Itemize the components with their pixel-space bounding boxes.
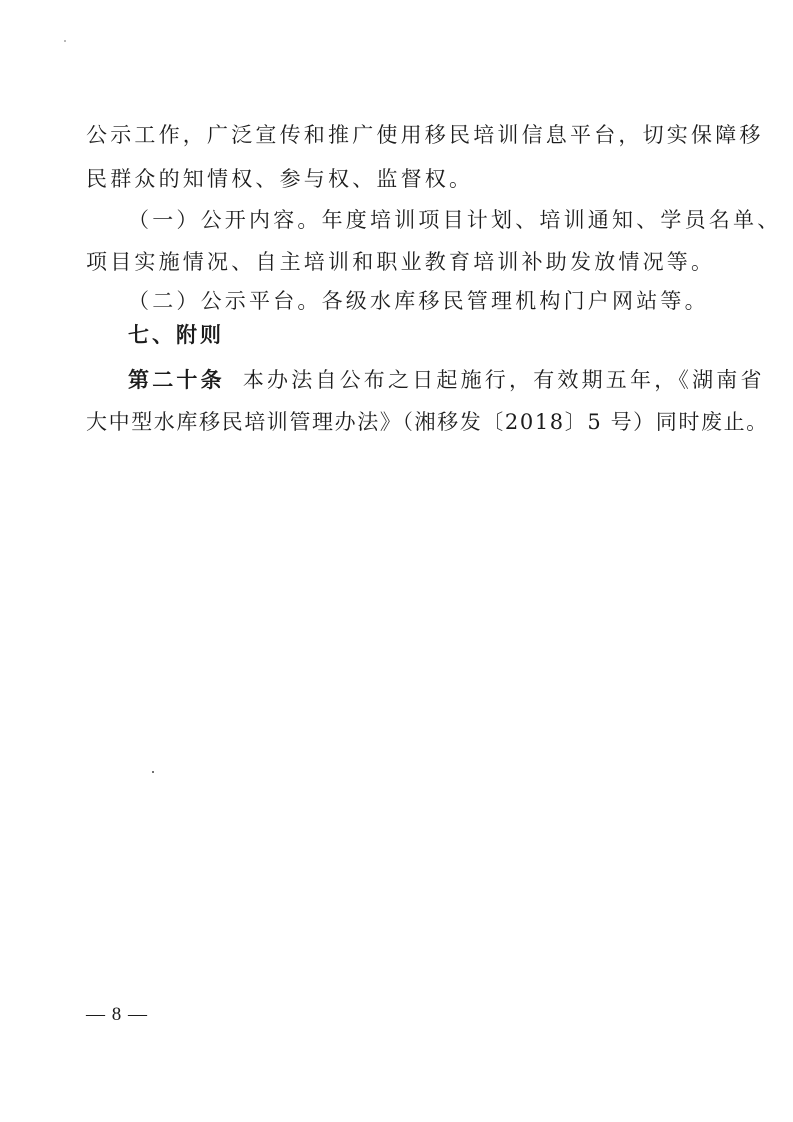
article-text-line: 大中型水库移民培训管理办法》（湘移发〔2018〕5 号）同时废止。	[86, 410, 769, 434]
article-paragraph-line	[128, 366, 765, 394]
article-number: 第二十条	[128, 368, 225, 392]
body-text-line: 项目实施情况、自主培训和职业教育培训补助发放情况等。	[86, 250, 716, 274]
page-number: — 8 —	[86, 1004, 148, 1025]
body-text-line: （二）公示平台。各级水库移民管理机构门户网站等。	[128, 289, 709, 313]
section-heading: 七、附则	[128, 323, 224, 347]
body-text-line: （一）公开内容。年度培训项目计划、培训通知、学员名单、	[128, 208, 782, 232]
body-text-line: 民群众的知情权、参与权、监督权。	[86, 167, 474, 191]
article-text: 本办法自公布之日起施行，有效期五年，《湖南省	[242, 368, 765, 392]
body-text-line: 公示工作，广泛宣传和推广使用移民培训信息平台，切实保障移	[86, 123, 764, 147]
scan-speck	[64, 40, 66, 42]
scan-speck	[152, 771, 154, 773]
